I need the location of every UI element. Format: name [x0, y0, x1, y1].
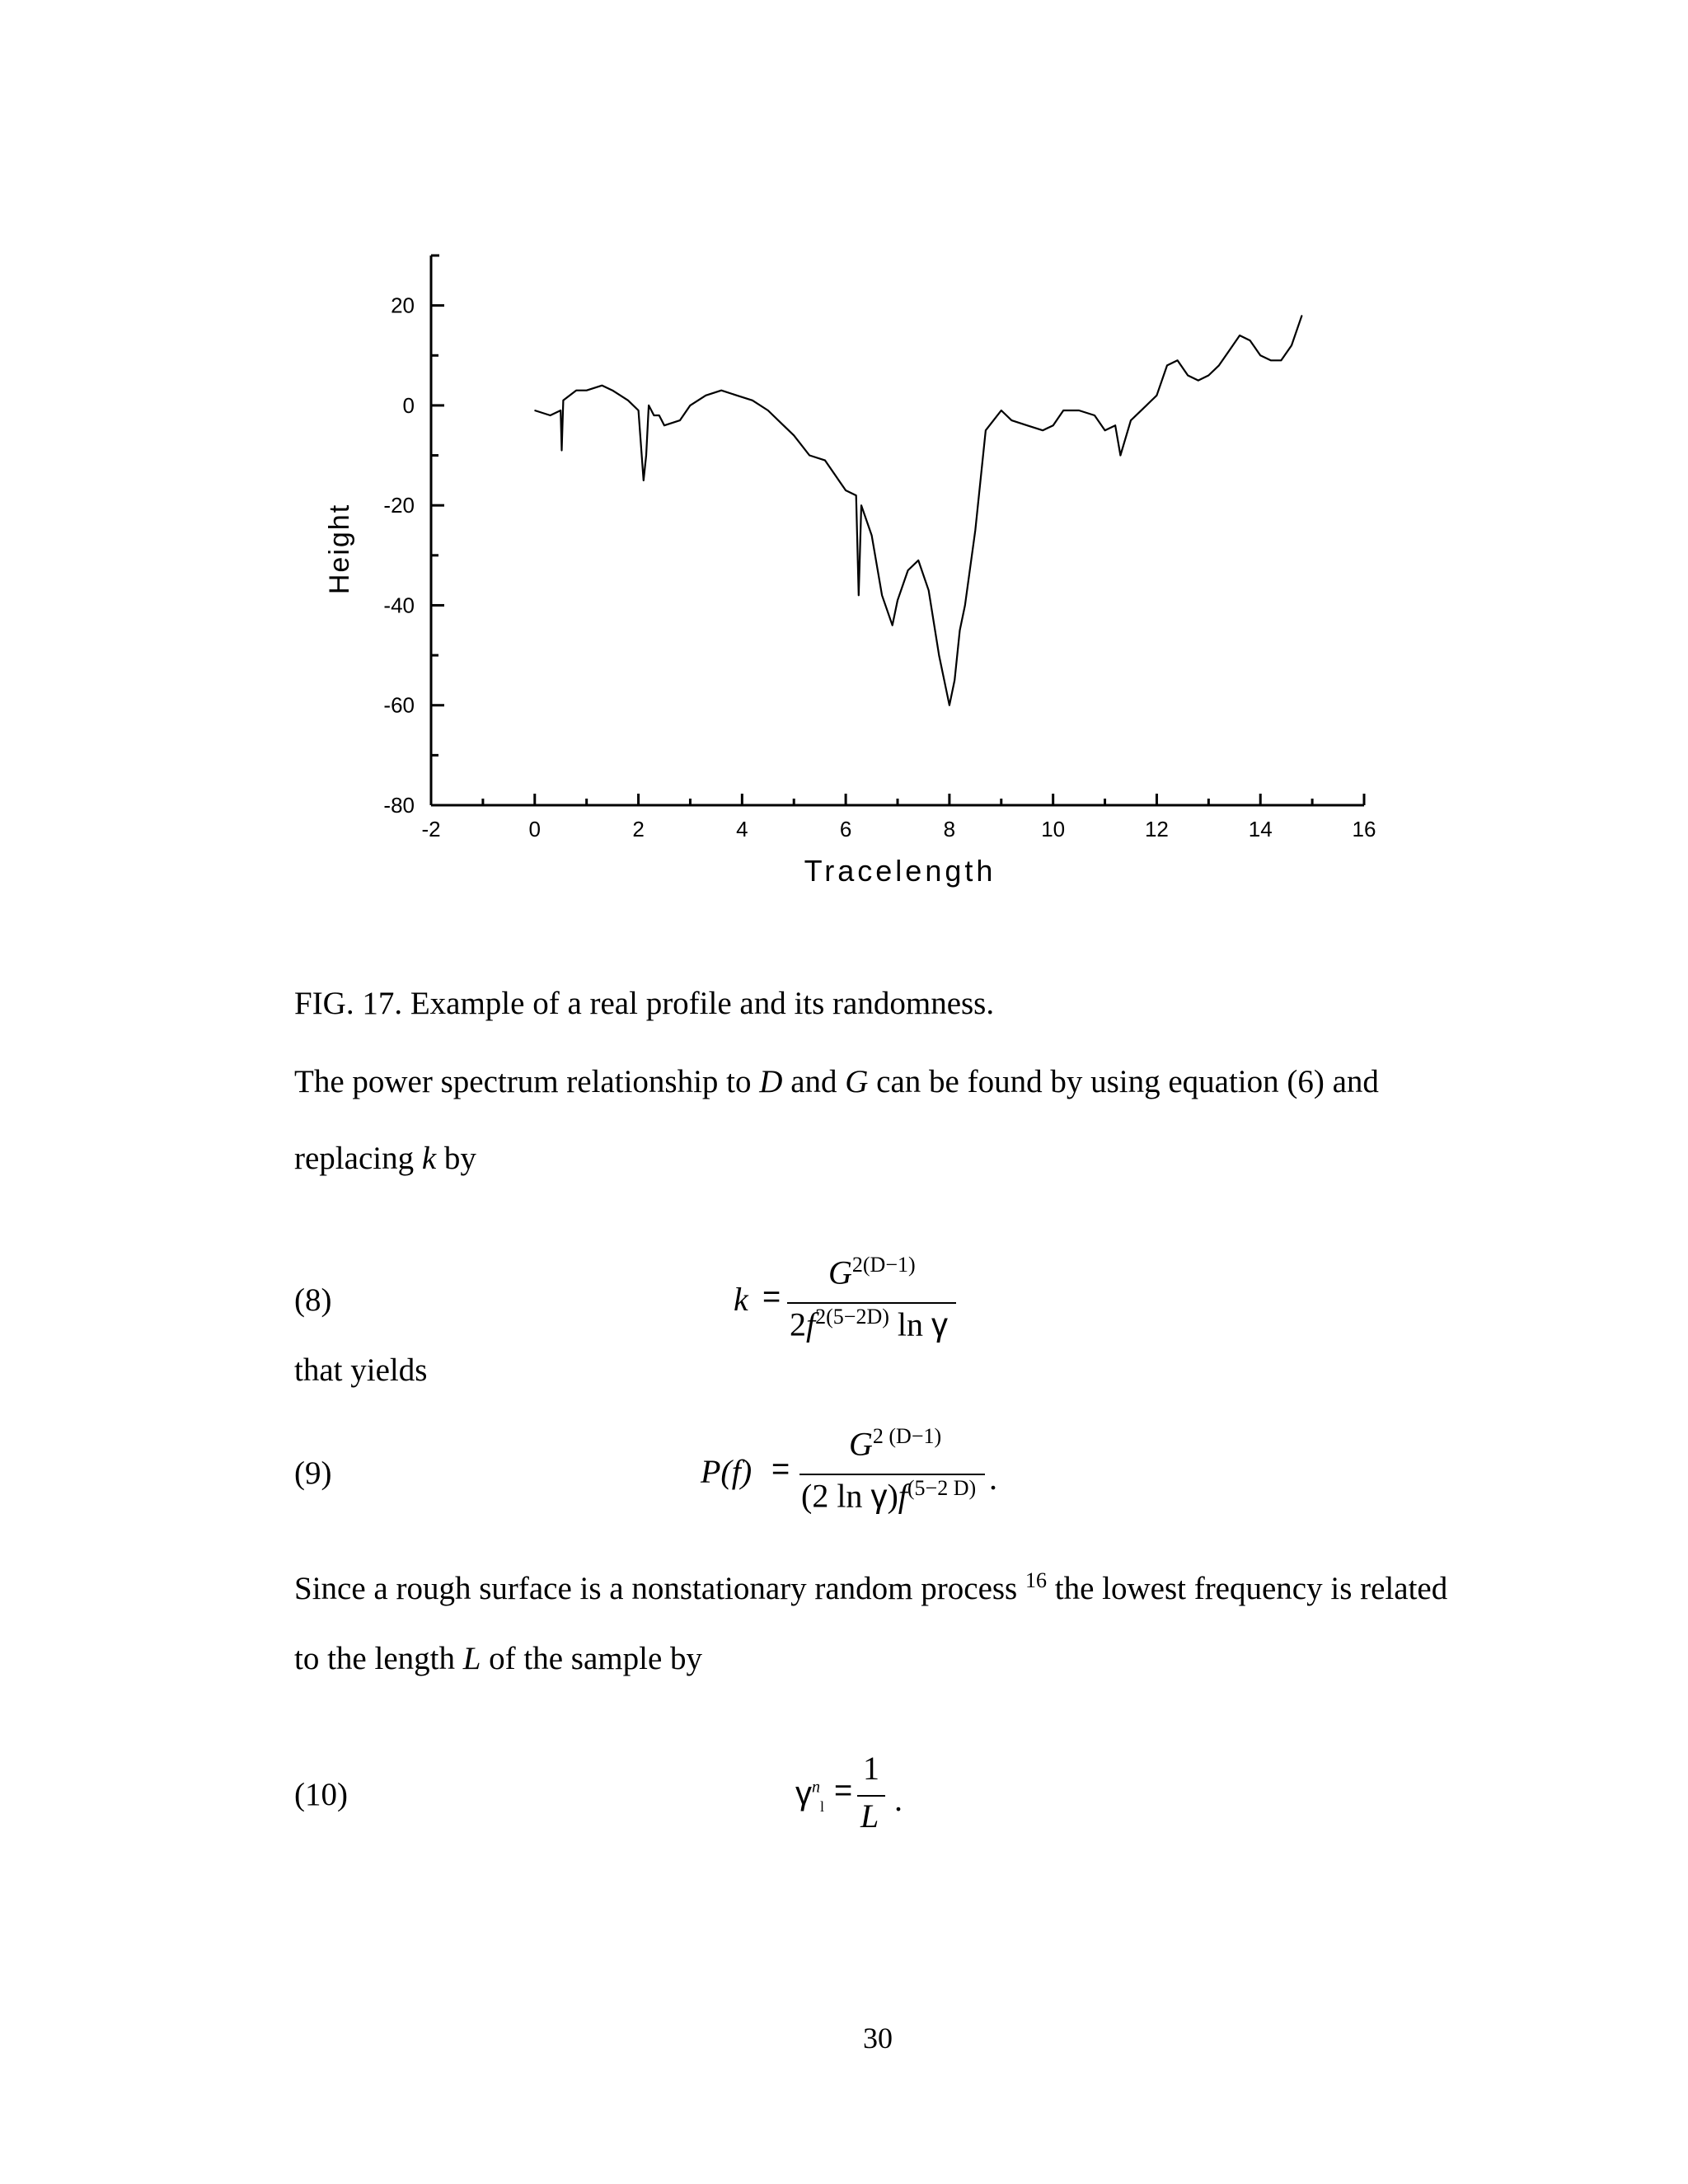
data-point: [1042, 430, 1043, 431]
y-tick-label: -80: [383, 793, 415, 818]
eq9-lhs: [701, 1452, 752, 1491]
eq8-lhs-k: k: [734, 1281, 748, 1318]
y-tick-label: 0: [402, 392, 415, 418]
data-point: [897, 600, 898, 601]
data-point: [1120, 455, 1121, 456]
y-tick-label: 20: [391, 293, 415, 318]
data-point: [835, 475, 836, 476]
eq10-lhs-sub: l: [820, 1798, 825, 1815]
data-point: [1166, 365, 1167, 366]
data-point: [928, 590, 929, 591]
figure-caption: FIG. 17. Example of a real profile and its randomness.: [294, 986, 995, 1021]
data-point: [871, 535, 872, 536]
eq8-denom-2: 2: [790, 1305, 806, 1343]
data-point: [892, 625, 893, 626]
para2-text-a: replacing: [294, 1141, 422, 1176]
eq8-numerator: [828, 1253, 916, 1291]
para1-text-c: can be found by using equation (6) and: [868, 1064, 1379, 1099]
eq9-denom-exp: (5−2 D): [907, 1476, 977, 1500]
equation-8-number: (8): [294, 1282, 332, 1318]
page-number: 30: [863, 2022, 893, 2055]
data-point: [1291, 345, 1292, 346]
data-point: [1104, 430, 1105, 431]
chart-series: [534, 315, 1302, 705]
data-point: [1177, 360, 1178, 361]
eq10-lhs: [795, 1774, 824, 1816]
y-tick-label: -20: [383, 493, 415, 518]
data-point: [721, 390, 722, 391]
data-point: [860, 505, 861, 506]
eq9-numerator: [849, 1424, 941, 1463]
data-point: [824, 460, 825, 461]
eq8-numer-exp: 2(D−1): [851, 1253, 916, 1277]
x-tick-label: 0: [528, 817, 542, 841]
data-point: [563, 400, 564, 401]
data-point: [1188, 375, 1189, 376]
profile-chart: [0, 0, 1688, 923]
paragraph-3: [294, 1562, 1447, 1608]
x-tick-label: -2: [421, 817, 441, 841]
x-tick-label: 6: [839, 817, 852, 841]
x-tick-label: 10: [1041, 817, 1066, 841]
x-axis-title: Tracelength: [804, 854, 996, 888]
data-point: [752, 400, 753, 401]
data-point: [645, 455, 646, 456]
data-point: [794, 435, 795, 436]
data-point: [907, 569, 908, 570]
data-point: [602, 385, 603, 386]
data-point: [1270, 360, 1271, 361]
eq9-numer-exp: 2 (D−1): [872, 1424, 942, 1448]
eq9-denominator: [801, 1476, 976, 1515]
data-point: [964, 605, 965, 606]
eq9-equals: =: [771, 1452, 790, 1487]
data-point: [954, 680, 955, 681]
paragraph-4: [294, 1640, 702, 1678]
var-k: k: [421, 1141, 437, 1176]
chart-ticks: [383, 293, 1376, 841]
x-tick-label: 14: [1248, 817, 1273, 841]
eq9-denom-close: ): [887, 1477, 898, 1515]
eq9-lhs-P: P(f): [701, 1453, 753, 1490]
data-point: [882, 595, 883, 596]
data-point: [1218, 365, 1219, 366]
data-point: [1229, 350, 1230, 351]
data-point: [939, 654, 940, 655]
data-point: [575, 390, 576, 391]
eq9-dot: .: [989, 1460, 997, 1497]
eq8-lhs: [734, 1280, 748, 1319]
data-point: [985, 430, 986, 431]
data-point: [1301, 315, 1302, 316]
data-point: [663, 425, 664, 426]
para3-text-b: the lowest frequency is related: [1046, 1571, 1448, 1606]
data-point: [627, 400, 628, 401]
eq10-equals: =: [834, 1774, 853, 1808]
profile-line: [535, 316, 1302, 705]
reference-16: 16: [1025, 1568, 1047, 1592]
para1-text-b: and: [782, 1064, 846, 1099]
para1-text-a: The power spectrum relationship to: [294, 1064, 760, 1099]
eq9-numer-G: G: [849, 1425, 873, 1463]
eq10-denom-L: L: [860, 1797, 879, 1835]
data-point: [586, 390, 587, 391]
data-point: [975, 530, 976, 531]
data-point: [1011, 420, 1012, 421]
that-yields: that yields: [294, 1352, 428, 1388]
para4-text-a: to the length: [294, 1641, 463, 1676]
paragraph-1: [294, 1063, 1379, 1101]
data-point: [1260, 355, 1261, 356]
data-point: [1156, 395, 1157, 396]
y-axis-title: Height: [324, 503, 355, 595]
data-point: [736, 395, 737, 396]
data-point: [612, 390, 613, 391]
eq9-denom-gamma: γ: [870, 1478, 888, 1515]
eq8-numer-G: G: [828, 1254, 852, 1291]
x-tick-label: 4: [736, 817, 748, 841]
data-point: [1208, 375, 1209, 376]
var-D: D: [759, 1064, 783, 1099]
equation-10-number: (10): [294, 1777, 348, 1812]
equation-9-number: (9): [294, 1455, 332, 1491]
var-G: G: [845, 1064, 869, 1099]
data-point: [1027, 425, 1028, 426]
eq10-lhs-gamma: γ: [795, 1775, 812, 1811]
data-point: [1115, 425, 1116, 426]
eq10-numerator: 1: [863, 1750, 879, 1787]
data-point: [858, 595, 859, 596]
eq9-fraction-line: [799, 1474, 985, 1475]
data-point: [561, 450, 562, 451]
y-tick-label: -60: [383, 692, 415, 718]
eq8-denom-exp: 2(5−2D): [815, 1305, 889, 1329]
eq9-denom-2ln: (2 ln: [801, 1477, 863, 1515]
eq8-denominator: [790, 1305, 948, 1343]
eq8-denom-ln: ln: [897, 1305, 924, 1343]
para3-text-a: Since a rough surface is a nonstationary random process: [294, 1571, 1025, 1606]
data-point: [679, 420, 680, 421]
para4-text-b: of the sample by: [481, 1641, 703, 1676]
para2-text-b: by: [436, 1141, 476, 1176]
paragraph-2: [294, 1140, 476, 1178]
data-point: [1130, 420, 1131, 421]
data-point: [783, 425, 784, 426]
eq8-equals: =: [762, 1280, 781, 1315]
eq8-denom-f: f: [806, 1305, 816, 1343]
x-tick-label: 8: [943, 817, 956, 841]
x-tick-label: 16: [1352, 817, 1376, 841]
data-point: [1281, 360, 1282, 361]
chart-axes: [431, 255, 1364, 805]
x-tick-label: 12: [1144, 817, 1169, 841]
eq10-denominator: [860, 1797, 879, 1835]
var-L: L: [462, 1641, 481, 1676]
eq9-denom-f: f: [898, 1477, 907, 1515]
eq8-fraction-line: [787, 1302, 956, 1304]
eq10-dot: .: [894, 1781, 903, 1818]
x-tick-label: 2: [632, 817, 645, 841]
y-tick-label: -40: [383, 593, 415, 618]
eq8-denom-gamma: γ: [931, 1306, 949, 1343]
eq10-lhs-sup: n: [812, 1778, 820, 1797]
